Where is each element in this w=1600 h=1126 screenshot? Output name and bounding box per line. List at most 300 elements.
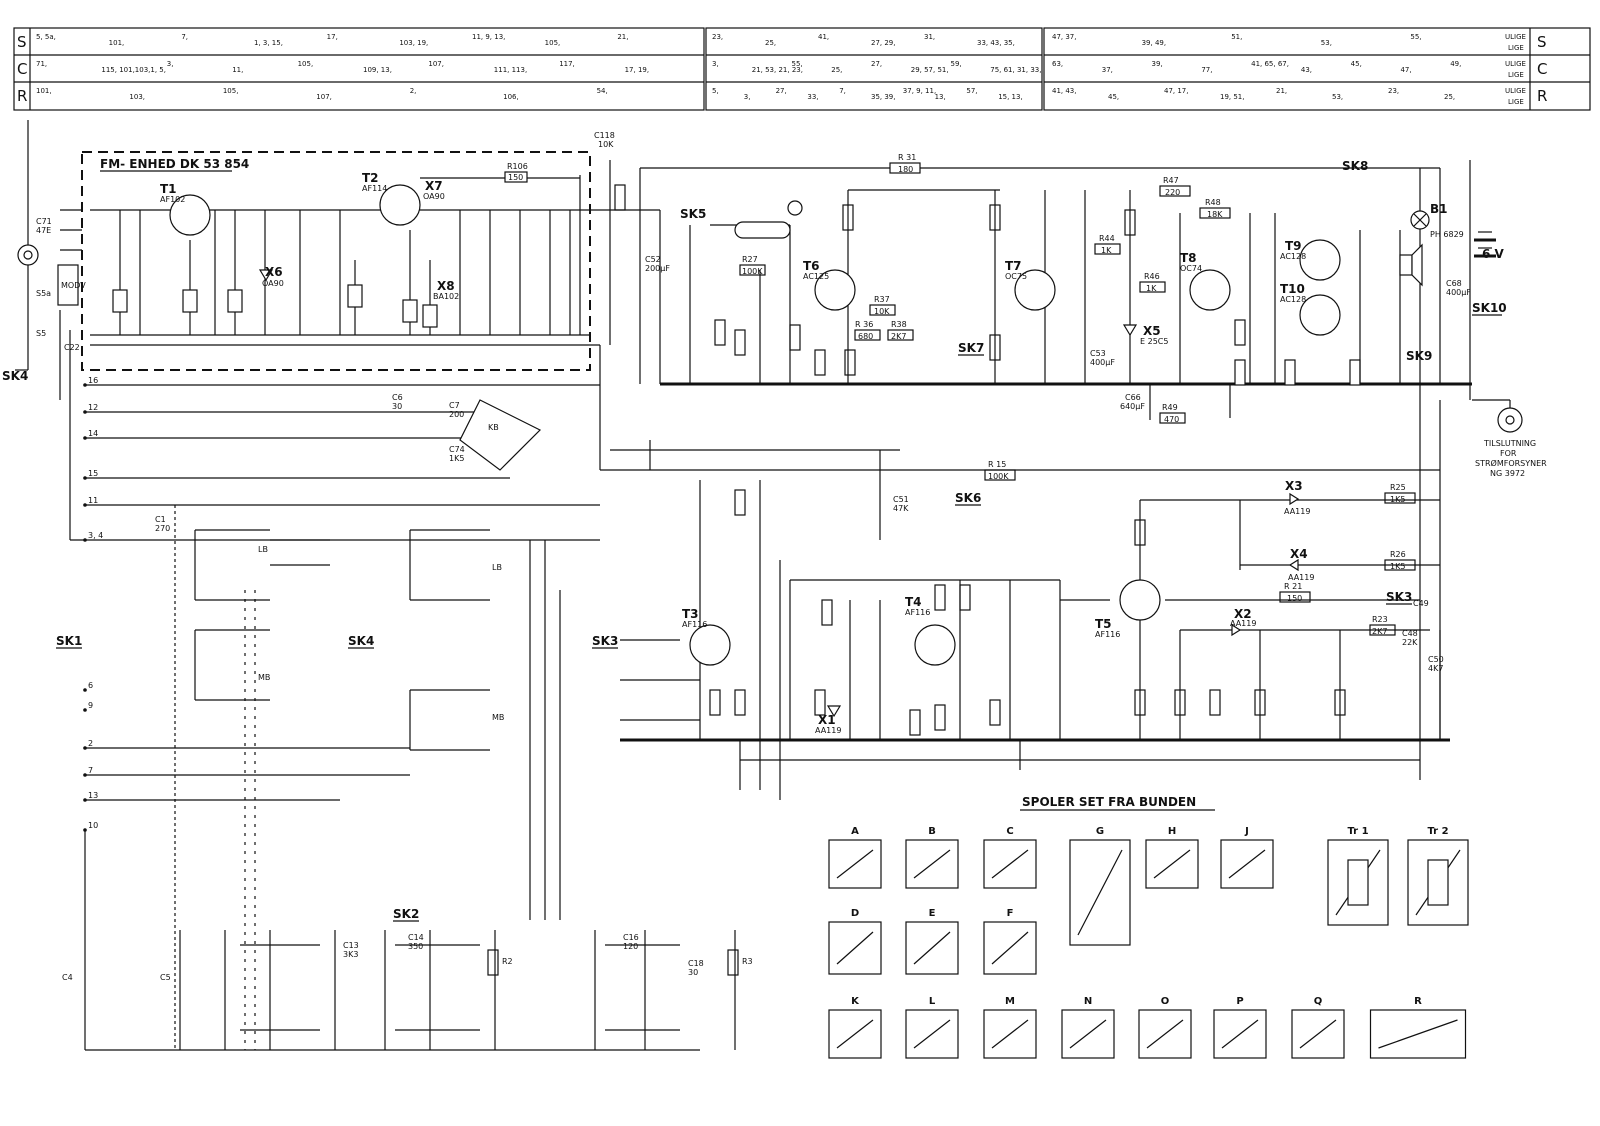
sk4-left-label: SK4 (2, 369, 29, 383)
c18-label: C18 (688, 959, 704, 968)
c13-label: C13 (343, 941, 359, 950)
c74-value: 1K5 (449, 454, 465, 463)
r23-label: R23 (1372, 615, 1388, 624)
r46-value: 1K (1146, 284, 1157, 293)
sk2-label: SK2 (393, 907, 420, 921)
x5-label: X5 (1143, 324, 1161, 338)
terminal-number: 6 (88, 681, 94, 690)
x2-label: X2 (1234, 607, 1252, 621)
c71-label: C71 (36, 217, 52, 226)
coil-j (1221, 826, 1273, 888)
t6-label: T6 (803, 259, 820, 273)
mb-label-1: MB (258, 673, 271, 682)
table-cell: 47, (1400, 66, 1412, 74)
c68-label: C68 (1446, 279, 1462, 288)
power-note-2: FOR (1500, 449, 1517, 458)
lb-label-1: LB (258, 545, 268, 554)
coil-o (1139, 996, 1191, 1058)
terminal-dot (83, 383, 87, 387)
transistor-t8 (1190, 270, 1230, 310)
coil-core (1428, 860, 1448, 905)
sk3-right-label: SK3 (1386, 590, 1413, 604)
left-wiring (15, 120, 735, 1050)
c18-value: 30 (688, 968, 699, 977)
table-cell: 41, 43, (1052, 87, 1077, 95)
table-cell: 19, 51, (1220, 93, 1245, 101)
table-cell: 107, (428, 60, 444, 68)
t1-label: T1 (160, 182, 177, 196)
diode-x5-symbol (1124, 325, 1136, 335)
t5-type: AF116 (1095, 630, 1121, 639)
table-cell: 39, (1151, 60, 1163, 68)
c48-label: C48 (1402, 629, 1418, 638)
terminal-dot (83, 773, 87, 777)
table-cell: 47, 37, (1052, 33, 1077, 41)
r31-value: 180 (898, 165, 914, 174)
table-cell: 77, (1201, 66, 1213, 74)
side-label: ULIGE (1505, 60, 1526, 68)
terminal-number: 11 (88, 496, 99, 505)
fm-unit-boundary (82, 152, 590, 370)
r49-label: R49 (1162, 403, 1178, 412)
sk3-label: SK3 (592, 634, 619, 648)
row-letter-c: C (17, 60, 28, 78)
tuning-indicator (735, 222, 790, 238)
table-cell: 2, (409, 87, 417, 95)
r15-value: 100K (988, 472, 1009, 481)
r26-value: 1K5 (1390, 562, 1406, 571)
table-cell: 5, (712, 87, 719, 95)
r44-value: 1K (1101, 246, 1112, 255)
r27-label: R27 (742, 255, 758, 264)
c6-label: C6 (392, 393, 403, 402)
table-cell: 111, 113, (493, 66, 528, 74)
table-cell: 25, (831, 66, 843, 74)
terminal-dot (83, 410, 87, 414)
x7-type: OA90 (423, 192, 445, 201)
terminal-dot (83, 798, 87, 802)
coil-core (1348, 860, 1368, 905)
power-note-3: STRØMFORSYNER (1475, 459, 1547, 468)
x6-type: OA90 (262, 279, 284, 288)
t8-type: OC74 (1180, 264, 1203, 273)
coil-d (829, 908, 881, 974)
table-cell: 15, 13, (998, 93, 1023, 101)
table-cell: 29, 57, 51, (910, 66, 949, 74)
row-letter-r-right: R (1537, 87, 1548, 105)
coil-tr2 (1408, 826, 1468, 925)
coil-h (1146, 826, 1198, 888)
x8-label: X8 (437, 279, 455, 293)
c49-label: C49 (1413, 599, 1429, 608)
table-cell: 57, (966, 87, 978, 95)
table-cell: 21, (617, 33, 629, 41)
table-cell: 27, 29, (871, 39, 896, 47)
terminal-number: 10 (88, 821, 99, 830)
x4-type: AA119 (1288, 573, 1315, 582)
s5a-label: S5a (36, 289, 52, 298)
table-cell: 27, (871, 60, 883, 68)
coil-diagrams (829, 826, 1468, 1058)
coil-label: E (928, 908, 936, 919)
table-cell: 101, (108, 39, 125, 47)
coil-label: G (1095, 826, 1105, 837)
c14-value: 350 (408, 942, 424, 951)
terminal-number: 15 (88, 469, 99, 478)
table-cell: 105, (297, 60, 314, 68)
diode-x3-symbol (1290, 494, 1298, 504)
side-label: LIGE (1508, 71, 1524, 79)
terminal-number: 7 (88, 766, 94, 775)
x6-label: X6 (265, 265, 283, 279)
r48-label: R48 (1205, 198, 1221, 207)
table-cell: 75, 61, 31, 33, (990, 66, 1042, 74)
table-cell: 59, (950, 60, 962, 68)
terminal-number: 2 (88, 739, 94, 748)
coil-label: B (928, 826, 936, 837)
lb-label-2: LB (492, 563, 502, 572)
x2-type: AA119 (1230, 619, 1257, 628)
coil-p (1214, 996, 1266, 1058)
c13-value: 3K3 (343, 950, 359, 959)
c66-label: C66 (1125, 393, 1141, 402)
t6-type: AC125 (803, 272, 830, 281)
table-cell: 117, (559, 60, 575, 68)
coil-label: J (1245, 826, 1249, 837)
coil-m (984, 996, 1036, 1058)
table-cell: 45, (1350, 60, 1362, 68)
c50-value: 4K7 (1428, 664, 1444, 673)
side-label: LIGE (1508, 44, 1524, 52)
speaker-icon (1400, 255, 1412, 275)
table-cell: 21, 53, 21, 23, (751, 66, 803, 74)
coil-label: D (850, 908, 860, 919)
coil-tr1 (1328, 826, 1388, 925)
t8-label: T8 (1180, 251, 1197, 265)
coil-f (984, 908, 1036, 974)
terminal-dot (83, 436, 87, 440)
c52-label: C52 (645, 255, 661, 264)
table-cell: 115, 101,103,1, 5, (101, 66, 166, 74)
row-letter-s-right: S (1537, 33, 1547, 51)
r36-value: 680 (858, 332, 874, 341)
sk1-label: SK1 (56, 634, 83, 648)
table-cell: 33, (807, 93, 819, 101)
table-cell: 11, 9, 13, (472, 33, 506, 41)
c68-value: 400µF (1446, 288, 1471, 297)
table-cell: 33, 43, 35, (977, 39, 1015, 47)
table-cell: 41, (818, 33, 830, 41)
terminal-number: 16 (88, 376, 99, 385)
coil-label: P (1236, 996, 1244, 1007)
table-cell: 21, (1276, 87, 1288, 95)
coil-b (906, 826, 958, 888)
row-letter-r: R (17, 87, 28, 105)
c48-value: 22K (1402, 638, 1418, 647)
table-cell: 103, 19, (399, 39, 429, 47)
r49-value: 470 (1164, 415, 1180, 424)
r47-label: R47 (1163, 176, 1179, 185)
terminal-dot (83, 476, 87, 480)
table-cell: 13, (934, 93, 946, 101)
power-note-1: TILSLUTNING (1484, 439, 1537, 448)
coil-label: Tr 2 (1427, 826, 1449, 837)
table-cell: 105, (544, 39, 561, 47)
terminal-dot (83, 538, 87, 542)
r27-value: 100K (742, 267, 763, 276)
table-cell: 17, 19, (624, 66, 650, 74)
transistor-t4 (915, 625, 955, 665)
r26-label: R26 (1390, 550, 1406, 559)
table-cell: 17, (326, 33, 338, 41)
coil-n (1062, 996, 1114, 1058)
x7-label: X7 (425, 179, 443, 193)
c71-value: 47E (36, 226, 52, 235)
battery-id: B1 (1430, 202, 1448, 216)
c16-value: 120 (623, 942, 639, 951)
table-cell: 53, (1332, 93, 1344, 101)
r25-label: R25 (1390, 483, 1406, 492)
table-cell: 63, (1052, 60, 1064, 68)
mb-label-2: MB (492, 713, 505, 722)
coil-label: O (1160, 996, 1170, 1007)
terminal-number: 3, 4 (88, 531, 104, 540)
table-cell: 25, (765, 39, 777, 47)
coil-label: A (851, 826, 859, 837)
coil-label: Tr 1 (1347, 826, 1369, 837)
c7-label: C7 (449, 401, 460, 410)
table-cell: 27, (775, 87, 787, 95)
terminal-dot (83, 828, 87, 832)
row-letter-s: S (17, 33, 27, 51)
x3-label: X3 (1285, 479, 1303, 493)
t7-type: OC75 (1005, 272, 1028, 281)
cross-reference-table (14, 28, 1590, 110)
table-cell: 106, (503, 93, 519, 101)
coil-r (1371, 996, 1466, 1058)
coil-label: N (1083, 996, 1093, 1007)
terminal-dot (83, 688, 87, 692)
terminal-number: 12 (88, 403, 99, 412)
c50-label: C50 (1428, 655, 1444, 664)
table-cell: 107, (316, 93, 332, 101)
r15-label: R 15 (988, 460, 1007, 469)
c118-value: 10K (598, 140, 614, 149)
sk7-label: SK7 (958, 341, 985, 355)
coil-c (984, 826, 1036, 888)
table-cell: 43, (1300, 66, 1313, 74)
terminal-labels (83, 376, 103, 832)
x4-label: X4 (1290, 547, 1308, 561)
r106-value: 150 (508, 173, 524, 182)
ferrite-antenna-kb (460, 400, 540, 470)
terminal-number: 9 (88, 701, 94, 710)
c7-value: 200 (449, 410, 465, 419)
c66-value: 640µF (1120, 402, 1145, 411)
table-cell: 37, (1101, 66, 1113, 74)
ferrite-label: KB (488, 423, 499, 432)
c53-label: C53 (1090, 349, 1106, 358)
coil-a (829, 826, 881, 888)
c1-label: C1 (155, 515, 166, 524)
coil-label: C (1006, 826, 1014, 837)
r106-label: R106 (507, 162, 528, 171)
table-cell: 55, (1410, 33, 1422, 41)
fm-unit-title: FM- ENHED DK 53 854 (100, 157, 250, 171)
terminal-number: 13 (88, 791, 99, 800)
power-note-4: NG 3972 (1490, 469, 1526, 478)
r37-value: 10K (874, 307, 890, 316)
c51-value: 47K (893, 504, 909, 513)
table-cell: 11, (232, 66, 244, 74)
x1-type: AA119 (815, 726, 842, 735)
r37-label: R37 (874, 295, 890, 304)
side-label: ULIGE (1505, 87, 1526, 95)
t3-label: T3 (682, 607, 699, 621)
r46-label: R46 (1144, 272, 1160, 281)
side-label: ULIGE (1505, 33, 1526, 41)
table-cell: 7, (181, 33, 189, 41)
table-cell: 3, (743, 93, 751, 101)
table-cell: 37, 9, 11, (902, 87, 937, 95)
r21-label: R 21 (1284, 582, 1303, 591)
table-cell: 53, (1320, 39, 1332, 47)
sk10-label: SK10 (1472, 301, 1507, 315)
c14-label: C14 (408, 933, 424, 942)
x3-type: AA119 (1284, 507, 1311, 516)
r25-value: 1K5 (1390, 495, 1406, 504)
r47-value: 220 (1165, 188, 1181, 197)
coil-label: L (928, 996, 936, 1007)
t1-type: AF102 (160, 195, 186, 204)
t5-label: T5 (1095, 617, 1112, 631)
coil-label: F (1006, 908, 1014, 919)
table-cell: 3, (166, 60, 174, 68)
table-cell: 3, (712, 60, 719, 68)
c51-label: C51 (893, 495, 909, 504)
r2-label: R2 (502, 957, 513, 966)
coil-e (906, 908, 958, 974)
lamp-type: PH 6829 (1430, 230, 1464, 239)
c6-value: 30 (392, 402, 403, 411)
table-cell: 23, (1388, 87, 1400, 95)
coil-label: M (1005, 996, 1015, 1007)
transistor-t3 (690, 625, 730, 665)
r44-label: R44 (1099, 234, 1115, 243)
coils-title: SPOLER SET FRA BUNDEN (1022, 795, 1197, 809)
x1-label: X1 (818, 713, 836, 727)
battery-voltage: 6 V (1482, 247, 1504, 261)
table-cell: 105, (222, 87, 239, 95)
t10-label: T10 (1280, 282, 1305, 296)
coil-label: H (1167, 826, 1177, 837)
table-cell: 49, (1450, 60, 1462, 68)
diode-x4-symbol (1290, 560, 1298, 570)
x5-type: E 25C5 (1140, 337, 1169, 346)
t2-type: AF114 (362, 184, 388, 193)
table-cell: 41, 65, 67, (1251, 60, 1289, 68)
r38-label: R38 (891, 320, 907, 329)
r3-label: R3 (742, 957, 753, 966)
table-cell: 1, 3, 15, (254, 39, 283, 47)
r23-value: 2K7 (1372, 627, 1388, 636)
coil-l (906, 996, 958, 1058)
coil-label: K (851, 996, 859, 1007)
table-cell: 71, (36, 60, 48, 68)
t9-type: AC128 (1280, 252, 1307, 261)
sk9-label: SK9 (1406, 349, 1433, 363)
terminal-number: 14 (88, 429, 99, 438)
t4-label: T4 (905, 595, 922, 609)
r48-value: 18K (1207, 210, 1223, 219)
x8-type: BA102 (433, 292, 460, 301)
table-cell: 47, 17, (1164, 87, 1189, 95)
transistor-t5 (1120, 580, 1160, 620)
s5-label: S5 (36, 329, 47, 338)
r38-value: 2K7 (891, 332, 907, 341)
table-cell: 51, (1231, 33, 1243, 41)
table-cell: 39, 49, (1141, 39, 1167, 47)
table-cell: 31, (924, 33, 936, 41)
sk4-label: SK4 (348, 634, 375, 648)
coil-k (829, 996, 881, 1058)
r31-label: R 31 (898, 153, 917, 162)
sk5-label: SK5 (680, 207, 707, 221)
row-letter-c-right: C (1537, 60, 1548, 78)
t3-type: AF116 (682, 620, 708, 629)
terminal-dot (83, 708, 87, 712)
t2-label: T2 (362, 171, 379, 185)
side-label: LIGE (1508, 98, 1524, 106)
coil-g (1070, 826, 1130, 945)
table-cell: 101, (36, 87, 52, 95)
table-cell: 23, (712, 33, 724, 41)
modv-label: MODV (61, 281, 86, 290)
r36-label: R 36 (855, 320, 874, 329)
table-cell: 54, (596, 87, 608, 95)
t4-type: AF116 (905, 608, 931, 617)
t9-label: T9 (1285, 239, 1302, 253)
sk6-label: SK6 (955, 491, 982, 505)
c1-value: 270 (155, 524, 171, 533)
table-cell: 7, (839, 87, 846, 95)
sk8-label: SK8 (1342, 159, 1369, 173)
table-cell: 35, 39, (871, 93, 896, 101)
t7-label: T7 (1005, 259, 1022, 273)
table-cell: 103, (129, 93, 146, 101)
c22-label: C22 (64, 343, 80, 352)
coil-q (1292, 996, 1344, 1058)
c74-label: C74 (449, 445, 465, 454)
t10-type: AC128 (1280, 295, 1307, 304)
c118-label: C118 (594, 131, 615, 140)
c52-value: 200µF (645, 264, 670, 273)
terminal-dot (83, 746, 87, 750)
table-cell: 109, 13, (363, 66, 392, 74)
terminal-dot (83, 503, 87, 507)
table-cell: 45, (1108, 93, 1120, 101)
table-cell: 25, (1444, 93, 1456, 101)
table-cell: 5, 5a, (36, 33, 56, 41)
r21-value: 150 (1287, 594, 1303, 603)
coil-label: Q (1313, 996, 1323, 1007)
c53-value: 400µF (1090, 358, 1115, 367)
c16-label: C16 (623, 933, 639, 942)
coil-label: R (1414, 996, 1422, 1007)
table-cell: 55, (791, 60, 803, 68)
c4-label: C4 (62, 973, 73, 982)
c5-label: C5 (160, 973, 171, 982)
